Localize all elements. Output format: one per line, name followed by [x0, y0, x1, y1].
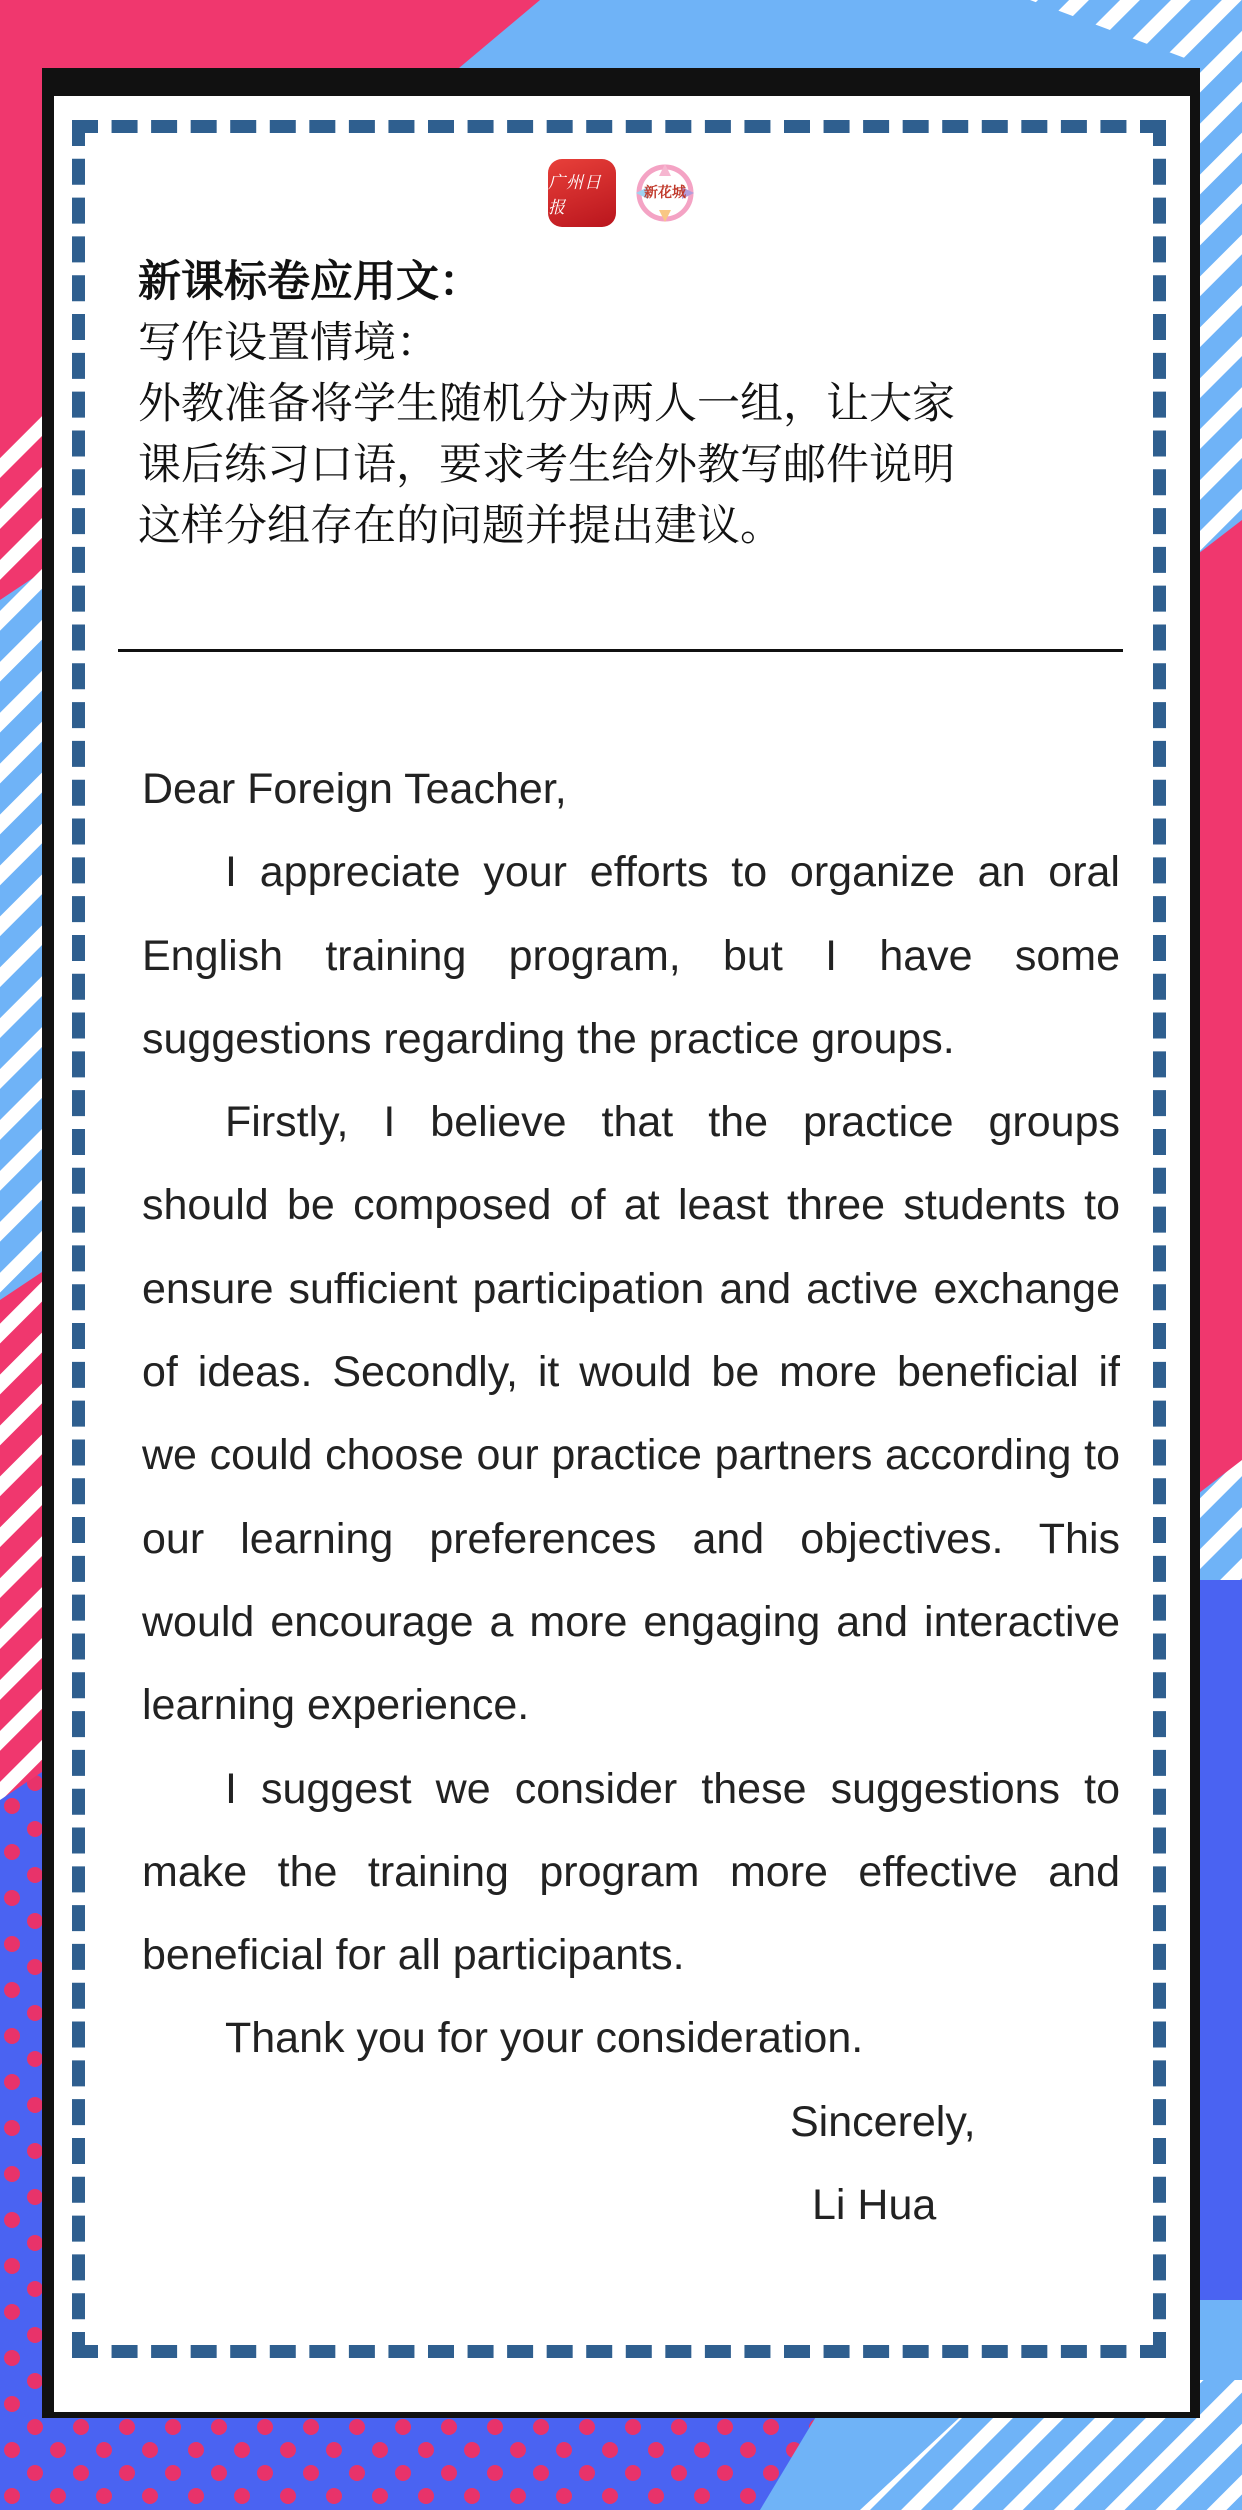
writing-prompt	[138, 252, 1108, 557]
letter-paragraph: Thank you for your consideration.	[225, 2014, 864, 2063]
prompt-line: 外教准备将学生随机分为两人一组，让大家	[138, 379, 955, 429]
prompt-line: 课后练习口语，要求考生给外教写邮件说明	[138, 440, 955, 490]
letter-paragraph: Firstly, I believe that the practice groups should be composed of at least three students to ensure sufficient participation and active exchange of ideas. Secondly, it would be more beneficial if we could choose our practice partners according to our learning preferences and objectives. This would encourage a more engaging and interactive learning experience.	[142, 1098, 1120, 1730]
xinhuacheng-label: 新花城	[644, 185, 686, 201]
prompt-title: 新课标卷应用文：	[138, 257, 482, 307]
guangzhou-daily-logo: 广州日报	[548, 159, 616, 227]
model-letter	[142, 748, 1120, 2247]
letter-salutation: Dear Foreign Teacher,	[142, 765, 567, 813]
prompt-subtitle: 写作设置情境：	[138, 318, 439, 368]
prompt-line: 这样分组存在的问题并提出建议。	[138, 501, 783, 551]
letter-signature: Li Hua	[812, 2181, 937, 2230]
divider-line	[118, 649, 1123, 652]
letter-paragraph: I appreciate your efforts to organize an oral English training program, but I have some suggestions regarding the practice groups.	[142, 848, 1120, 1063]
letter-paragraph: I suggest we consider these suggestions to make the training program more effective and beneficial for all participants.	[142, 1764, 1120, 1980]
letter-closing: Sincerely,	[790, 2097, 976, 2146]
publisher-logos	[548, 158, 708, 228]
xinhuacheng-logo	[630, 158, 700, 228]
